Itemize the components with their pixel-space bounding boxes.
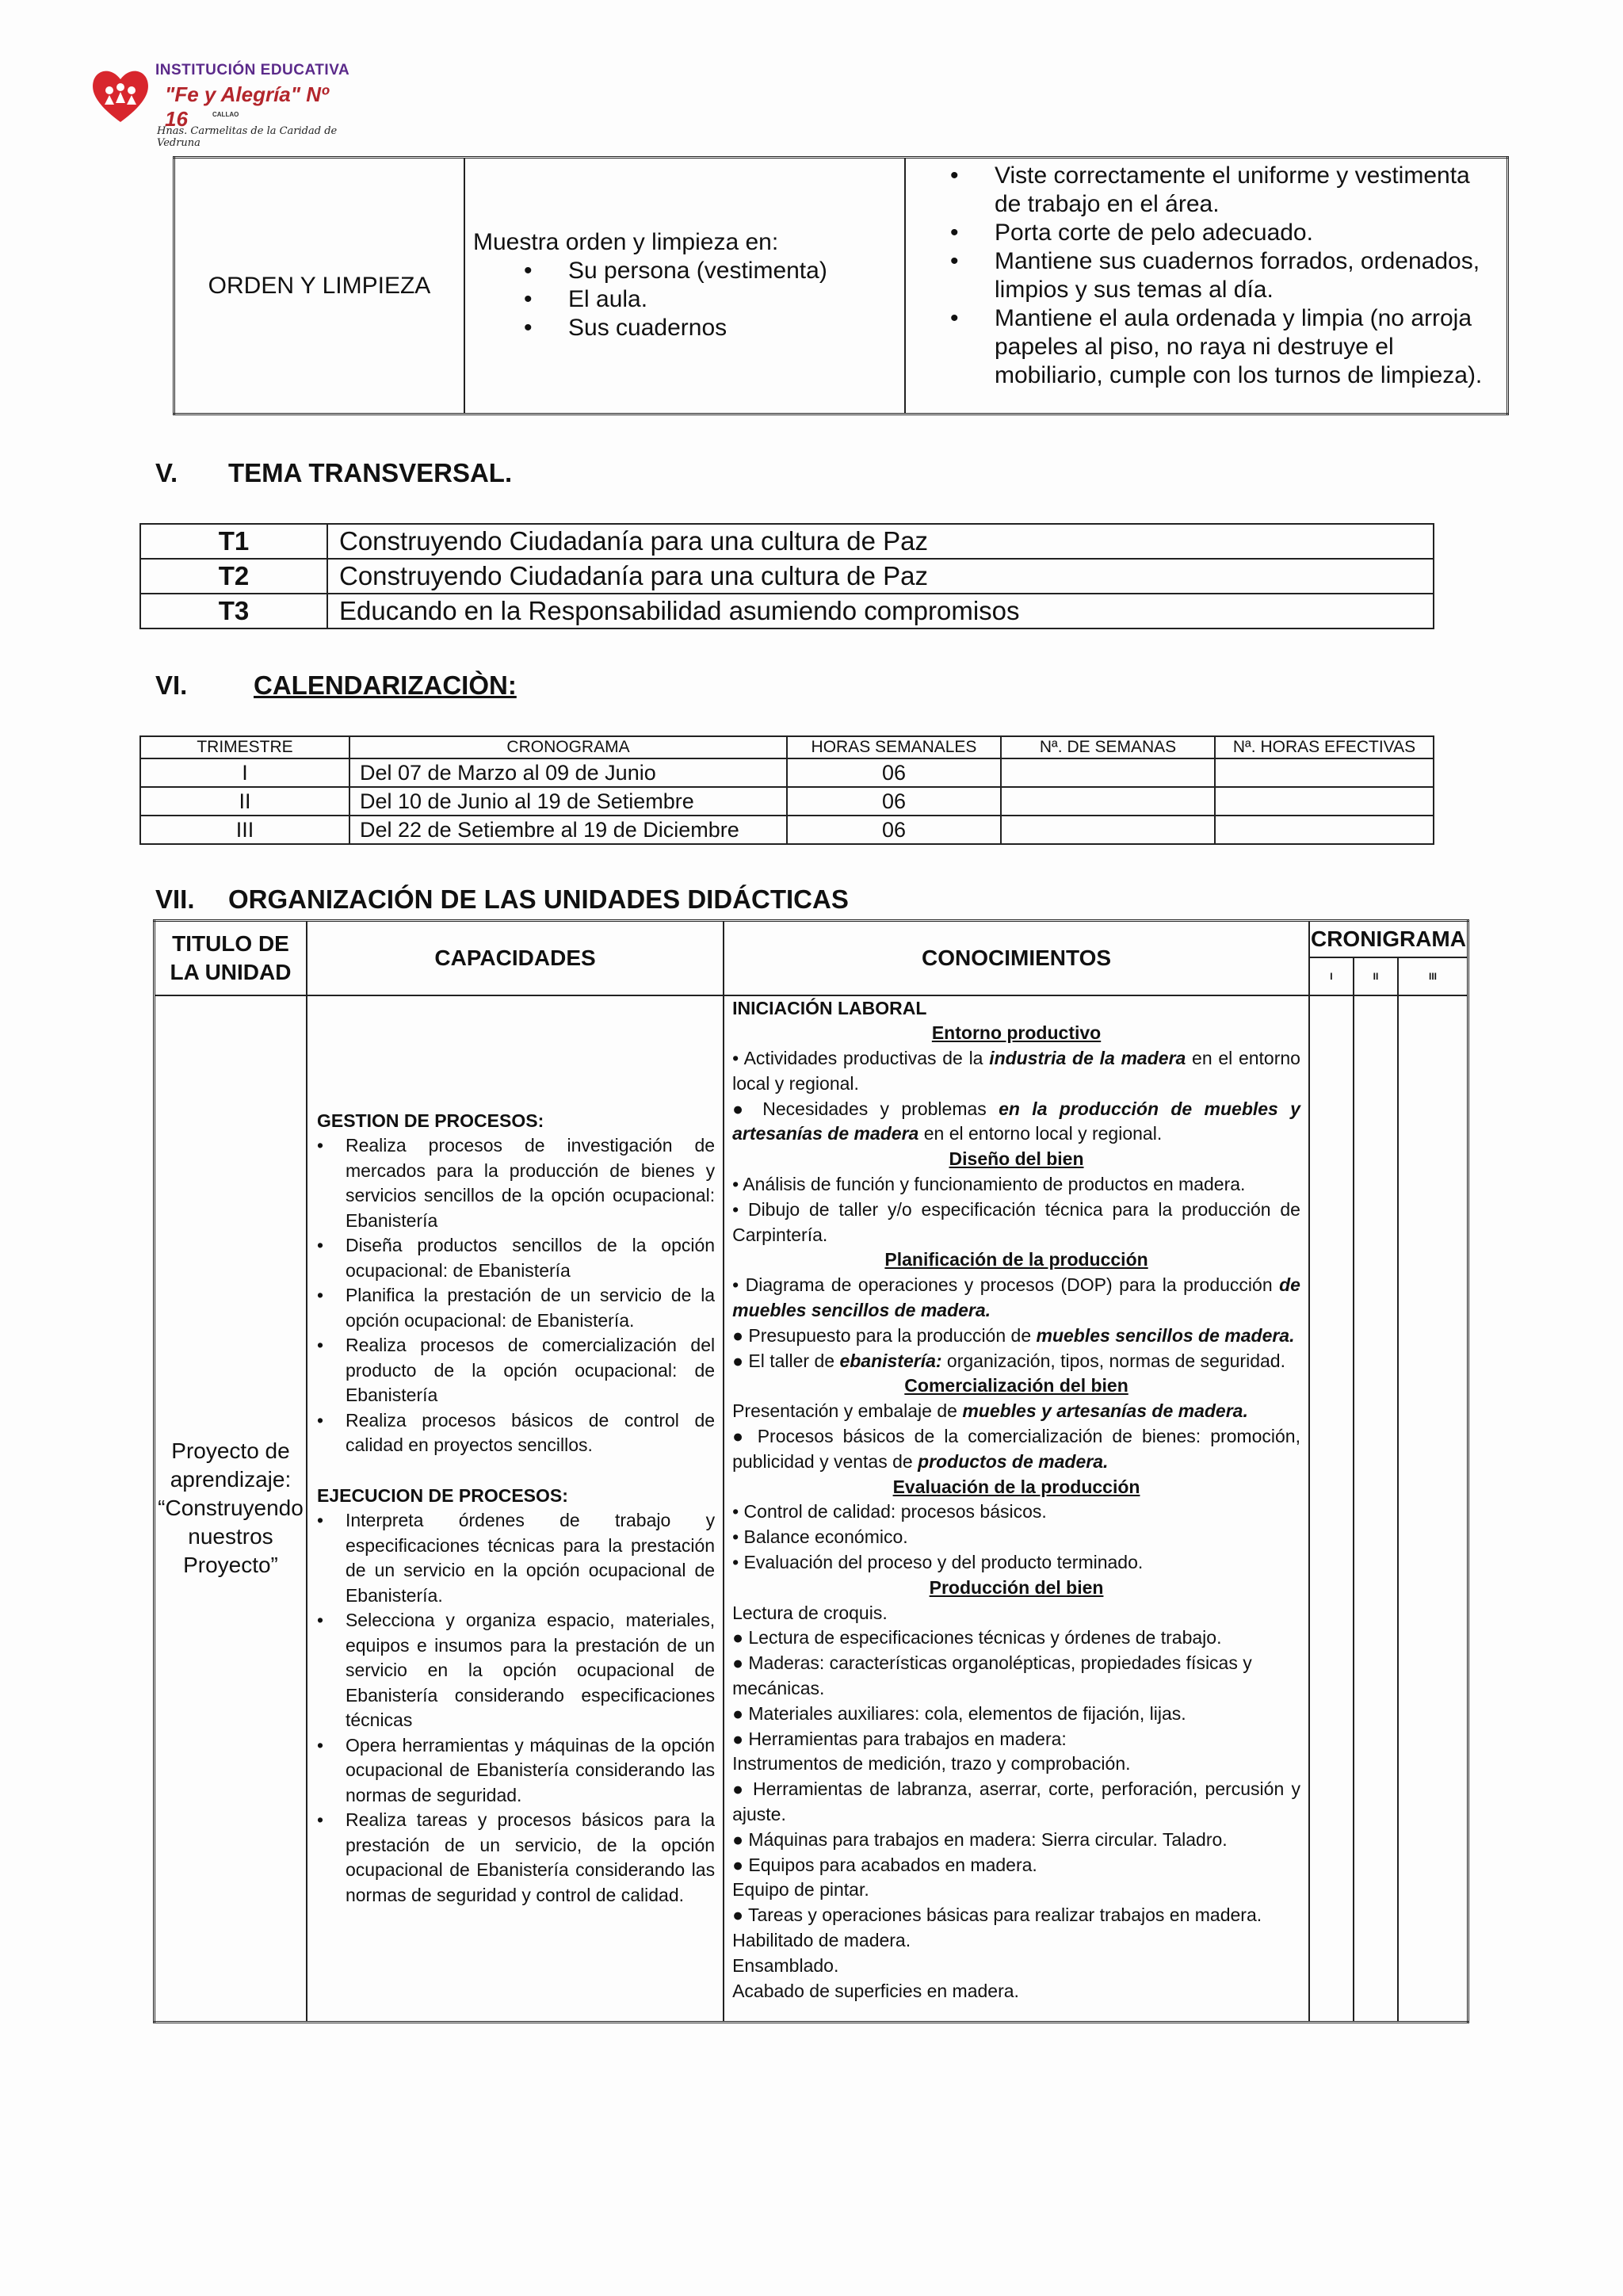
logo-line3: CALLAO [212, 111, 239, 118]
tema-key: T1 [140, 524, 327, 559]
orden-indicator: • Mantiene el aula ordenada y limpia (no arroja papeles al piso, no raya ni destruye el mobiliario, cumple con los turnos de limpieza). [995, 304, 1495, 390]
section-number: V. [155, 458, 178, 487]
orden-criteria [464, 158, 905, 415]
conocimiento-item: ● Máquinas para trabajos en madera: Sierra circular. Taladro. [732, 1828, 1228, 1850]
table-row [140, 758, 1434, 787]
conocimiento-item: Equipo de pintar. [732, 1879, 869, 1901]
cell-cronograma: Del 07 de Marzo al 09 de Junio [349, 758, 787, 787]
tema-key: T3 [140, 594, 327, 628]
table-row [140, 524, 1434, 559]
conocimiento-item: Lectura de croquis. [732, 1602, 888, 1623]
orden-limpieza-table [173, 156, 1509, 415]
subheading: Evaluación de la producción [892, 1476, 1140, 1497]
tema-value: Construyendo Ciudadanía para una cultura de Paz [327, 524, 1434, 559]
col-titulo: TITULO DE LA UNIDAD [155, 921, 307, 995]
capacidad-item: • Realiza procesos básicos de control de calidad en proyectos sencillos. [346, 1408, 715, 1458]
orden-label: ORDEN Y LIMPIEZA [174, 158, 465, 415]
section-number: VII. [155, 884, 195, 914]
capacidad-item: • Selecciona y organiza espacio, materiales, equipos e insumos para la prestación de un servicio en la opción ocupacional de Ebanistería considerando especificaciones técnicas [346, 1608, 715, 1733]
cell-horas-efectivas [1215, 816, 1434, 844]
tema-transversal-table [139, 523, 1434, 629]
tema-value: Construyendo Ciudadanía para una cultura de Paz [327, 559, 1434, 594]
col-cronograma: CRONIGRAMA [1309, 921, 1468, 957]
orden-indicator: • Mantiene sus cuadernos forrados, ordenados, limpios y sus temas al día. [995, 247, 1495, 304]
capacidad-item: • Realiza tareas y procesos básicos para la prestación de un servicio, de la opción ocupacional de Ebanistería considerando las normas de seguridad y control de calidad. [346, 1808, 715, 1908]
table-header-row [155, 921, 1468, 957]
orden-item: • El aula. [568, 285, 896, 314]
orden-indicator: • Porta corte de pelo adecuado. [995, 219, 1495, 247]
conocimiento-item: Instrumentos de medición, trazo y comprobación. [732, 1753, 1131, 1775]
orden-indicators [905, 158, 1508, 415]
col-semanas: Nª. DE SEMANAS [1001, 736, 1215, 758]
orden-intro: Muestra orden y limpieza en: [473, 228, 779, 255]
conocimiento-item: ● Tareas y operaciones básicas para realizar trabajos en madera. [732, 1904, 1262, 1926]
calendar-table [139, 735, 1434, 845]
col-capacidades: CAPACIDADES [307, 921, 724, 995]
conocimiento-item: ● El taller de ebanistería: organización, tipos, normas de seguridad. [732, 1350, 1285, 1371]
conocimiento-item: ● Maderas: características organolépticas, propiedades físicas y mecánicas. [732, 1652, 1252, 1699]
cell-cronograma: Del 10 de Junio al 19 de Setiembre [349, 787, 787, 816]
table-row [155, 995, 1468, 2023]
heart-logo-icon [89, 63, 152, 127]
conocimiento-item: • Balance económico. [732, 1526, 908, 1548]
cell-horas: 06 [787, 816, 1001, 844]
conocimiento-item: Presentación y embalaje de muebles y artesanías de madera. [732, 1400, 1248, 1422]
conocimiento-item: ● Procesos básicos de la comercialización de bienes: promoción, publicidad y ventas de productos de madera. [732, 1426, 1300, 1472]
conocimiento-item: ● Equipos para acabados en madera. [732, 1854, 1037, 1875]
col-conocimientos: CONOCIMIENTOS [724, 921, 1309, 995]
conocimiento-item: ● Presupuesto para la producción de muebles sencillos de madera. [732, 1324, 1295, 1346]
subheading: Entorno productivo [931, 1022, 1102, 1044]
capacidad-item: • Diseña productos sencillos de la opción ocupacional: de Ebanistería [346, 1233, 715, 1283]
capacidad-item: • Planifica la prestación de un servicio de la opción ocupacional: de Ebanistería. [346, 1283, 715, 1333]
logo-line2: "Fe y Alegría" Nº 16 [165, 82, 329, 131]
subheading: Diseño del bien [949, 1148, 1084, 1170]
conocimiento-item: ● Herramientas de labranza, aserrar, corte, perforación, percusión y ajuste. [732, 1778, 1300, 1824]
capacidad-item: • Realiza procesos de investigación de mercados para la producción de bienes y servicios sencillos de la opción ocupacional: Ebanistería [346, 1133, 715, 1233]
conocimiento-item: ● Lectura de especificaciones técnicas y órdenes de trabajo. [732, 1627, 1222, 1648]
conocimiento-item: Habilitado de madera. [732, 1929, 911, 1950]
cell-semanas [1001, 787, 1215, 816]
conocimiento-item: • Control de calidad: procesos básicos. [732, 1501, 1047, 1522]
col-cronograma: CRONOGRAMA [349, 736, 787, 758]
cell-cronograma: Del 22 de Setiembre al 19 de Diciembre [349, 816, 787, 844]
conocimiento-item: • Evaluación del proceso y del producto terminado. [732, 1552, 1144, 1573]
conocimientos-cell [724, 995, 1309, 2023]
table-row [140, 594, 1434, 628]
section-title: ORGANIZACIÓN DE LAS UNIDADES DIDÁCTICAS [228, 884, 849, 914]
section-title: CALENDARIZACIÒN: [254, 670, 517, 700]
conocimiento-item: ● Necesidades y problemas en la producción de muebles y artesanías de madera en el entorno local y regional. [732, 1098, 1300, 1144]
logo-line4: Hnas. Carmelitas de la Caridad de Vedruna [157, 125, 338, 149]
cell-semanas [1001, 816, 1215, 844]
cell-trimestre: III [140, 816, 349, 844]
section-vii-heading [155, 884, 849, 915]
conocimiento-item: Ensamblado. [732, 1954, 839, 1976]
orden-indicator: • Viste correctamente el uniforme y vestimenta de trabajo en el área. [995, 162, 1495, 219]
cell-trimestre: II [140, 787, 349, 816]
tema-value: Educando en la Responsabilidad asumiendo compromisos [327, 594, 1434, 628]
col-trim-1: I [1309, 957, 1354, 995]
subheading: Producción del bien [929, 1576, 1104, 1598]
tema-key: T2 [140, 559, 327, 594]
school-logo [86, 55, 355, 147]
col-horas: HORAS SEMANALES [787, 736, 1001, 758]
orden-item: • Sus cuadernos [568, 314, 896, 342]
ejecucion-title: EJECUCION DE PROCESOS: [316, 1484, 568, 1506]
table-row [140, 787, 1434, 816]
iniciacion-title: INICIACIÓN LABORAL [732, 997, 927, 1018]
section-title: TEMA TRANSVERSAL. [228, 458, 513, 487]
subheading: Comercialización del bien [904, 1375, 1128, 1396]
cell-horas-efectivas [1215, 787, 1434, 816]
orden-item: • Su persona (vestimenta) [568, 257, 896, 285]
col-horas-efectivas: Nª. HORAS EFECTIVAS [1215, 736, 1434, 758]
conocimiento-item: • Análisis de función y funcionamiento de productos en madera. [732, 1174, 1246, 1195]
col-trim-2: II [1354, 957, 1398, 995]
capacidad-item: • Interpreta órdenes de trabajo y especificaciones técnicas para la prestación de un servicio en la opción ocupacional de Ebanistería. [346, 1508, 715, 1608]
unit-title: Proyecto de aprendizaje: “Construyendo nuestros Proyecto” [155, 995, 307, 2023]
col-trimestre: TRIMESTRE [140, 736, 349, 758]
conocimiento-item: • Actividades productivas de la industria de la madera en el entorno local y regional. [732, 1048, 1300, 1094]
conocimiento-item: ● Materiales auxiliares: cola, elementos de fijación, lijas. [732, 1702, 1186, 1724]
units-table [153, 919, 1469, 2023]
cell-semanas [1001, 758, 1215, 787]
cell-horas: 06 [787, 758, 1001, 787]
table-header-row [140, 736, 1434, 758]
cron-cell-1 [1309, 995, 1354, 2023]
conocimiento-item: • Dibujo de taller y/o especificación técnica para la producción de Carpintería. [732, 1198, 1300, 1245]
col-trim-3: III [1398, 957, 1468, 995]
cell-horas: 06 [787, 787, 1001, 816]
conocimiento-item: • Diagrama de operaciones y procesos (DOP) para la producción de muebles sencillos de madera. [732, 1274, 1300, 1321]
conocimiento-item: Acabado de superficies en madera. [732, 1980, 1019, 2001]
cell-trimestre: I [140, 758, 349, 787]
capacidad-item: • Realiza procesos de comercialización del producto de la opción ocupacional: de Ebanistería [346, 1333, 715, 1408]
section-vi-heading [155, 670, 517, 701]
subheading: Planificación de la producción [884, 1249, 1148, 1270]
table-row [140, 559, 1434, 594]
section-v-heading [155, 458, 512, 488]
logo-line1: INSTITUCIÓN EDUCATIVA [155, 62, 350, 78]
cron-cell-3 [1398, 995, 1468, 2023]
conocimiento-item: ● Herramientas para trabajos en madera: [732, 1728, 1067, 1749]
table-row [140, 816, 1434, 844]
section-number: VI. [155, 670, 188, 700]
gestion-title: GESTION DE PROCESOS: [316, 1110, 544, 1131]
cell-horas-efectivas [1215, 758, 1434, 787]
capacidad-item: • Opera herramientas y máquinas de la opción ocupacional de Ebanistería considerando las normas de seguridad. [346, 1733, 715, 1809]
capacidades-cell [307, 995, 724, 2023]
cron-cell-2 [1354, 995, 1398, 2023]
